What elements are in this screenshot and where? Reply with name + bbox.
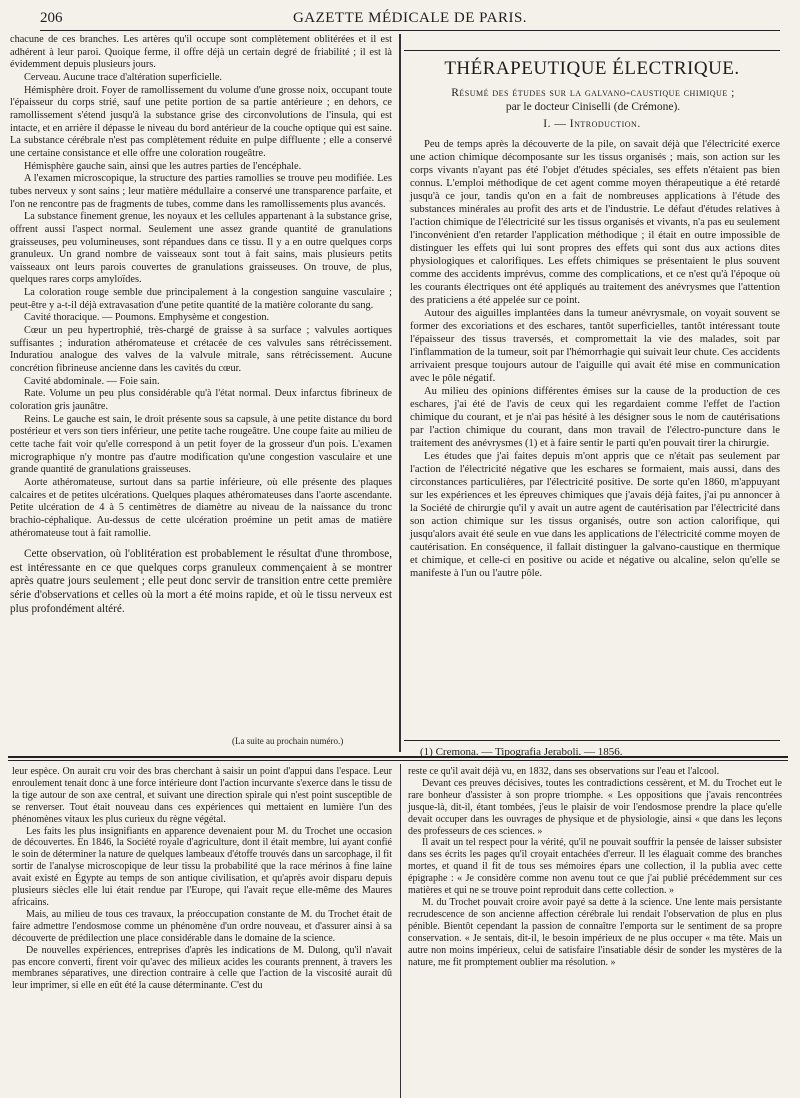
paragraph: Mais, au milieu de tous ces travaux, la préoccupation constante de M. du Trochet était de faire admettre l'endosmose comme un phénomène d'un ordre nouveau, et d'assurer ainsi à sa découverte de prédilection une place considérable dans le domaine de la science. xyxy=(12,908,392,944)
column-divider-bottom xyxy=(400,764,401,1098)
paragraph: La coloration rouge semble due principalement à la congestion sanguine vasculaire ; peut-être y a-t-il déjà extravasation d'une petite quantité de la matière colorante du sang. xyxy=(10,287,392,311)
article-subtitle xyxy=(410,86,776,114)
paragraph: Il avait un tel respect pour la vérité, qu'il ne pouvait souffrir la pensée de laisser subsister dans ses écrits les pages qu'il croyait entachées d'erreur. Il les élaguait comme des branches mortes, et quand il fit de tous ses mémoires épars une collection, il la publia avec cette épigraphe : « Je considère comme non avenu tout ce que j'ai publié précédemment sur ces matières et qui ne se trouve point reproduit dans cette collection. » xyxy=(408,837,782,897)
page-number: 206 xyxy=(40,10,63,26)
paragraph: Autour des aiguilles implantées dans la tumeur anévrysmale, on voyait souvent se former des excoriations et des eschares, tantôt superficielles, tantôt intéressant toute l'épaisseur des tissus traversés, et compromettait la vie des malades, soit par l'inflammation de la tumeur, soit par l'hémorrhagie qui suivait leur chute. Ces accidents arrivaient presque toujours autour de l'aiguille qui avait été mise en communication avec le pôle négatif. xyxy=(410,308,780,384)
paragraph: M. du Trochet pouvait croire avoir payé sa dette à la science. Une lente mais persistante recrudescence de son ancienne affection cérébrale lui rendait l'observation de plus en plus pénible. Bientôt cependant la passion de connaître l'emporta sur le sentiment de sa propre conservation. « Je sentais, dit-il, le besoin impérieux de ne plus occuper « ma tête. Mais un autre non moins impérieux, celui de satisfaire l'insatiable désir de sonder les mystères de la nature, me fit promptement oublier ma résolution. » xyxy=(408,896,782,968)
paragraph: Hémisphère gauche sain, ainsi que les autres parties de l'encéphale. xyxy=(24,160,302,172)
column-divider-top xyxy=(400,34,401,752)
paragraph: Aorte athéromateuse, surtout dans sa partie inférieure, où elle présente des plaques calcaires et de petites ulcérations. Quelques plaques athéromateuses dans l'aorte ascendante. Petite ulcération de 4 à 5 centimètres de diamètre au niveau de la naissance du tronc brachio-céphalique. Au-dessus de cette ulcération proémine un petit amas de matière athéromateuse tout à fait ramollie. xyxy=(10,476,392,539)
right-top-column xyxy=(410,138,780,580)
journal-title: GAZETTE MÉDICALE DE PARIS. xyxy=(292,10,528,26)
section-heading: I. — Introduction. xyxy=(543,118,641,130)
paragraph: Cette observation, où l'oblitération est probablement le résultat d'une thrombose, est intéressante en ce que quelques corps granuleux commençaient à se montrer après quatre jours seulement ; elle peut donc servir de transition entre cette première série d'observations et celles où la mort a été moins rapide, et où le tissu nerveux est plus profondément altéré. xyxy=(10,548,392,615)
paragraph: chacune de ces branches. Les artères qu'il occupe sont complètement oblitérées et il est adhérent à leur paroi. Quoique ferme, il offre déjà un certain degré de friabilité ; il est là évidemment depuis plusieurs jours. xyxy=(10,34,392,71)
paragraph: Rate. Volume un peu plus considérable qu'à l'état normal. Deux infarctus fibrineux de coloration gris jaunâtre. xyxy=(10,388,392,413)
paragraph: Devant ces preuves décisives, toutes les contradictions cessèrent, et M. du Trochet eut le rare bonheur d'assister à son propre triomphe. « Les oppositions que j'avais rencontrées jusque-là, dit-il, étant tombées, j'eus le plaisir de voir l'endosmose prendre la place qu'elle devait occuper dans les ouvrages de physique et de physiologie, ainsi « que dans les leçons des professeurs de ces sciences. » xyxy=(408,777,782,837)
paragraph: Les faits les plus insignifiants en apparence devenaient pour M. du Trochet une occasion de découvertes. En 1846, la Société royale d'agriculture, dont il était membre, lui ayant confié le soin de déterminer la nature de quelques lambeaux d'étoffe trouvés dans un sarcophage, il fit sortir de l'analyse microscopique de leur tissu la probabilité que la race mérinos à fine laine avait existé en Égypte au temps de son antique civilisation, et qu'après avoir disparu depuis plusieurs siècles elle lui était rendue par l'Europe, qui l'avait reçue elle-même des Maures africains. xyxy=(12,825,392,908)
column-divider-top-double xyxy=(399,34,400,752)
paragraph: Les études que j'ai faites depuis m'ont appris que ce n'était pas seulement par l'action de l'électricité négative que les eschares se formaient, mais aussi, dans des circonstances particulières, par l'électricité positive. De sorte qu'en 1860, m'appuyant sur les expériences et les épreuves chimiques que j'avais déjà faites, j'ai pu annoncer à la Société de chirurgie qu'il y avait un autre agent de cautérisation par l'électricité dans son action chimique sur les tissus organisés, outre son action calorifique, qui jusqu'alors avait été seule en vue dans les applications de l'électricité comme moyen de cautérisation. En conséquence, il fallait distinguer la galvano-caustique en thermique et chimique, et celle-ci en positive ou acide et négative ou alcaline, selon qu'elle se manifeste à l'un ou l'autre pôle. xyxy=(410,451,780,579)
paragraph: La substance finement grenue, les noyaux et les cellules appartenant à la substance grise, offrent aussi l'aspect normal. Seulement une assez grande quantité de granulations graisseuses, peu volumineuses, sont répandues dans ce tissu. Il y a en outre quelques corps granuleux. Un grand nombre de vaisseaux sont tout à fait sains, mais plusieurs petits vaisseaux ont leurs parois couvertes de granulations graisseuses. On trouve, de plus, quelques rares corps amyloïdes. xyxy=(10,211,392,286)
subtitle-line-1: Résumé des études sur la galvano-caustique chimique ; xyxy=(451,87,735,99)
subtitle-line-2: par le docteur Ciniselli (de Crémone). xyxy=(505,101,681,113)
paragraph: De nouvelles expériences, entreprises d'après les indications de M. Dulong, qu'il n'avait pas encore converti, firent voir qu'avec des milieux acides les courants prennent, à travers les membranes séparatives, une direction contraire à celle que l'action de la viscosité aurait dû leur imprimer, si elle en eût été la cause déterminante. C'est du xyxy=(12,944,392,992)
paragraph: Cavité abdominale. — Foie sain. xyxy=(24,375,160,387)
paragraph: Peu de temps après la découverte de la pile, on savait déjà que l'électricité exerce une action chimique décomposante sur les tissus organisés ; mais, son action sur les corps vivants n'ayant pas été l'objet d'études spéciales, ses effets n'étaient pas bien connus. L'emploi méthodique de cet agent comme moyen thérapeutique a été retardé jusqu'à ce jour, tandis qu'on en a fait de nombreuses applications à l'étude des substances minérales au profit des arts et de l'industrie. Le défaut d'études relatives à l'action chimique de l'électricité sur les tissus organisés et vivants, n'a pas eu seulement l'inconvénient d'en retarder l'application méthodique ; il était en outre impossible de distinguer les effets qui lui sont propres des effets qui sont dus aux actions dites physiologiques et calorifiques. Les effets chimiques se présentaient le plus souvent comme des accidents imprévus, comme des complications, et ce n'est qu'à l'époque où les courants électriques ont été appliqués au traitement des anévrysmes que l'attention des praticiens a été appelée sur ce point. xyxy=(410,139,780,306)
paragraph: Au milieu des opinions différentes émises sur la cause de la production de ces eschares, j'ai été de l'avis de ceux qui les regardaient comme l'effet de l'action chimique du courant, et je n'ai pas hésité à les désigner sous le nom de cautérisations par l'action chimique du courant, dans mon travail de l'électro-puncture dans le traitement des anévrysmes (1) et à faire sentir le parti qu'en pouvait tirer la chirurgie. xyxy=(410,386,780,449)
title-rule xyxy=(404,50,780,51)
continuation-note: (La suite au prochain numéro.) xyxy=(232,736,344,746)
left-top-column xyxy=(10,34,392,616)
paragraph: A l'examen microscopique, la structure des parties ramollies se trouve peu modifiée. Les tubes nerveux y sont sains ; leur matière médullaire a conservé une transparence parfaite, et l'on ne rencontre pas de fragments de tubes, comme dans les ramollissements plus avancés. xyxy=(10,173,392,210)
paragraph: Cavité thoracique. — Poumons. Emphysème et congestion. xyxy=(24,312,270,324)
paragraph: Cerveau. Aucune trace d'altération superficielle. xyxy=(24,71,222,83)
page-header xyxy=(40,4,780,31)
paragraph: leur espèce. On aurait cru voir des bras cherchant à saisir un point d'appui dans l'espace. Leur enroulement tenait donc à une force intérieure dont l'action incurvante s'exerce dans le tissu de la tige autour de son axe central, et suivant une direction spirale qui n'est point susceptible de se renverser. Tout était nouveau dans ces expériences qui mettaient en lumière l'un des phénomènes vitaux les plus curieux du règne végétal. xyxy=(12,766,392,825)
footnote: (1) Cremona. — Tipografia Jeraboli. — 1856. xyxy=(420,746,623,758)
paragraph: reste ce qu'il avait déjà vu, en 1832, dans ses observations sur l'eau et l'alcool. xyxy=(408,766,720,777)
article-title: THÉRAPEUTIQUE ÉLECTRIQUE. xyxy=(444,58,740,79)
paragraph: Cœur un peu hypertrophié, très-chargé de graisse à sa surface ; valvules aortiques suffisantes ; induration athéromateuse et crétacée de ces valvules sans rétrécissement. Induratiou analogue des valves de la valvule mitrale, sans rétrécissement. Aucune concrétion fibrineuse ancienne dans les cavités du cœur. xyxy=(10,325,392,375)
paragraph: Reins. Le gauche est sain, le droit présente sous sa capsule, à une petite distance du bord postérieur et vers son tiers inférieur, une petite tache rougeâtre. Une coupe faite au milieu de cette tache fait voir qu'elle correspond à un petit foyer de la grosseur d'un pois. L'examen micrographique n'y montre pas d'autre modification qu'une congestion vasculaire et une grande quantité de granulations graisseuses. xyxy=(10,413,392,476)
paragraph: Hémisphère droit. Foyer de ramollissement du volume d'une grosse noix, occupant toute l'épaisseur du corps strié, sauf une petite portion de sa partie antérieure ; en dehors, ce ramollissement s'étend jusqu'à la substance grise des circonvolutions de l'insula, qui est intacte, et en arrière il dépasse le niveau du bord antérieur de la couche optique qui est saine. La substance cérébrale n'est pas complètement réduite en pulpe diffluente ; elle a conservé une certaine consistance et elle offre une coloration rougeâtre. xyxy=(10,84,392,159)
left-bottom-column xyxy=(12,766,392,992)
section-divider-thin xyxy=(8,760,788,761)
section-divider xyxy=(8,756,788,758)
footnote-rule xyxy=(404,740,780,741)
right-bottom-column xyxy=(408,766,782,968)
